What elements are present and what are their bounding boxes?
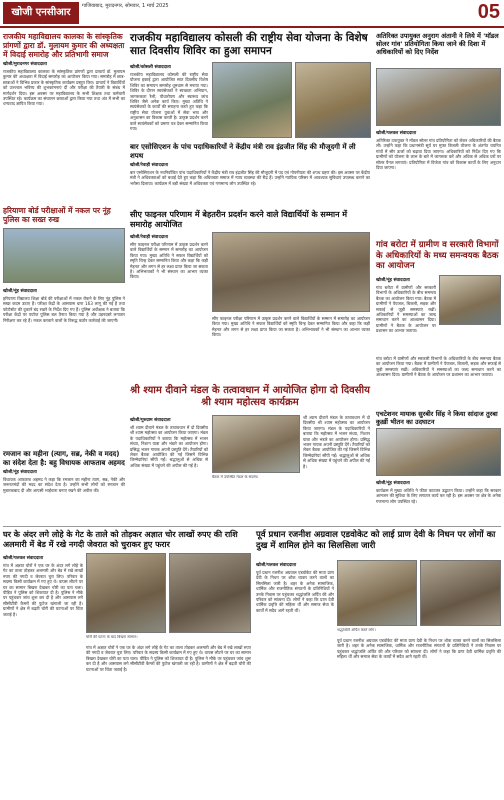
story-left-2 — [3, 206, 125, 446]
photo-caption: श्रद्धांजलि अर्पित करते लोग। — [337, 628, 376, 632]
story-shyam-body — [130, 415, 208, 520]
story-body: गांव बरोटा में ग्रामीणों और सरकारी विभागों के अधिकारियों के बीच समन्वय बैठक का आयोजन किया गया। बैठक में ग्रामीणों ने पेयजल, बिजली, सड़क और सफाई से जुड़ी समस्याएं रखीं। अधिकारियों ने समस्याओं का जल्द समाधान करने का आश्वासन दिया। ग्रामीणों ने बैठक के आयोजन पर प्रशासन का आभार जताया। — [376, 285, 436, 334]
story-body: गांव में अज्ञात चोरों ने एक घर के अंदर लगे लोहे के गेट का ताला तोड़कर अलमारी और बेड में रखे लाखों रुपए की नगदी व जेवरात चुरा लिए। परिवार के सदस्य किसी कार्यक्रम में गए हुए थे। वापस लौटने पर घर का सामान बिखरा देखकर चोरी का पता चला। पीड़ित ने पुलिस को शिकायत दी है। पुलिस ने मौके पर पहुंचकर जांच शुरू कर दी है और आसपास लगे सीसीटीवी कैमरों की फुटेज खंगाली जा रही है। ग्रामीणों ने क्षेत्र में बढ़ती चोरी की घटनाओं पर चिंता जताई है। — [86, 645, 251, 672]
news-photo — [86, 553, 166, 633]
story-bottom-right — [256, 530, 501, 551]
story-headline: पूर्व प्रधान रजनीश अग्रवाल एडवोकेट को लाई प्राण देवी के निधन पर लोगों का दुख में शामिल होने का सिलसिला जारी — [256, 530, 496, 551]
story-body: श्री श्याम दीवाने मंडल के तत्वावधान में दो दिवसीय श्री श्याम महोत्सव का आयोजन किया जाएगा। मंडल के पदाधिकारियों ने बताया कि महोत्सव में भजन संध्या, निशान यात्रा और भंडारे का आयोजन होगा। प्रसिद्ध भजन गायक अपनी प्रस्तुति देंगे। तैयारियों को लेकर बैठक आयोजित की गई जिसमें विभिन्न जिम्मेदारियां सौंपी गईं। श्रद्धालुओं से अधिक से अधिक संख्या में पहुंचने की अपील की गई है। — [303, 415, 370, 469]
photo-caption: बैठक में उपस्थित मंडल के सदस्य। — [212, 475, 259, 479]
story-byline: खोजी/नूंह संवाददाता — [376, 278, 410, 283]
masthead — [0, 0, 504, 28]
story-headline: घर के अंदर लगे लोहे के गेट के ताले को तोड़कर अज्ञात चोर लाखों रुपए की राशि अलमारी में बेड में रखे नगदी जेवरात को चुराकर हुए फरार — [3, 530, 238, 549]
story-body: गांव में अज्ञात चोरों ने एक घर के अंदर लगे लोहे के गेट का ताला तोड़कर अलमारी और बेड में रखे लाखों रुपए की नगदी व जेवरात चुरा लिए। परिवार के सदस्य किसी कार्यक्रम में गए हुए थे। वापस लौटने पर घर का सामान बिखरा देखकर चोरी का पता चला। पीड़ित ने पुलिस को शिकायत दी है। पुलिस ने मौके पर पहुंचकर जांच शुरू कर दी है और आसपास लगे सीसीटीवी कैमरों की फुटेज खंगाली जा रही है। ग्रामीणों ने क्षेत्र में बढ़ती चोरी की घटनाओं पर चिंता जताई है। — [3, 563, 83, 617]
story-right-2 — [376, 240, 501, 272]
story-body: हरियाणा विद्यालय शिक्षा बोर्ड की परीक्षाओं में नकल रोकने के लिए नूंह पुलिस ने सख्त कदम उठाए हैं। परीक्षा केंद्रों के आसपास धारा 163 लागू की गई है तथा फोटोस्टेट की दुकानें बंद रखने के निर्देश दिए गए हैं। पुलिस अधीक्षक ने बताया कि परीक्षा केंद्रों पर पर्याप्त पुलिस बल तैनात किया गया है और उड़नदस्ते लगातार निरीक्षण कर रहे हैं। नकल करवाने वालों के विरुद्ध कठोर कार्रवाई की जाएगी। — [3, 296, 125, 323]
story-headline: रमजान का महीना (त्याग, सब्र, नेकी व मदद) का संदेश देता है: बहु विधायक आफताब अहमद — [3, 450, 125, 467]
story-body: सीए फाइनल परीक्षा परिणाम में उत्कृष्ट प्रदर्शन करने वाले विद्यार्थियों के सम्मान में समारोह का आयोजन किया गया। मुख्य अतिथि ने सफल विद्यार्थियों को स्मृति चिन्ह देकर सम्मानित किया और कहा कि कड़ी मेहनत और लगन से हर लक्ष्य प्राप्त किया जा सकता है। अभिभावकों ने भी संस्थान का आभार व्यक्त किया। — [130, 242, 208, 280]
story-right-1-body — [376, 128, 501, 228]
news-photo — [295, 62, 371, 138]
story-main — [130, 32, 370, 58]
story-left-1 — [3, 32, 125, 202]
story-shyam — [130, 385, 370, 409]
story-byline: खोजी/मुरादनगर संवाददाता — [3, 62, 47, 67]
story-right-2-body — [376, 275, 436, 355]
story-body: राजकीय महाविद्यालय कालका के सांस्कृतिक प्रांगणों द्वारा प्राचार्य डॉ. मुलायम कुमार की अध्यक्षता में विदाई समारोह का आयोजन किया गया। समारोह में छात्र-छात्राओं ने विभिन्न प्रकार के सांस्कृतिक कार्यक्रम प्रस्तुत किए। प्राचार्य ने विद्यार्थियों को उज्ज्वल भविष्य की शुभकामनाएं दीं और परीक्षा की तैयारी के संबंध में मार्गदर्शन दिया। इस अवसर पर महाविद्यालय के सभी शिक्षक तथा कर्मचारी उपस्थित रहे। कार्यक्रम का संचालन छात्राओं द्वारा किया गया तथा अंत में सभी का धन्यवाद ज्ञापित किया गया। — [3, 69, 125, 107]
story-pratibha-body-2 — [212, 316, 370, 386]
story-ghar — [3, 530, 251, 550]
story-headline: एचटेशनर मायाक सुरबीर सिंह ने किया सांदाज तुरबा कुख़ीं भीतन का उदघाटन — [376, 410, 498, 426]
story-pratibha-body — [130, 232, 208, 382]
story-shyam-body-2 — [303, 415, 370, 520]
news-photo — [420, 560, 501, 626]
story-headline: बार एसोसिएशन के पांच पदाधिकारियों ने केंद्रीय मंत्री राव इंद्रजीत सिंह की मौजूदगी में ली शपथ — [130, 143, 356, 160]
story-right-3-body — [376, 478, 501, 522]
story-ghar-body — [3, 553, 83, 793]
story-headline: श्री श्याम दीवाने मंडल के तत्वावधान में आयोजित होगा दो दिवसीय श्री श्याम महोत्सव कार्यक्रम — [130, 385, 370, 408]
story-byline: खोजी/पलवल संवाददाता — [256, 563, 297, 568]
story-body: सीए फाइनल परीक्षा परिणाम में उत्कृष्ट प्रदर्शन करने वाले विद्यार्थियों के सम्मान में समारोह का आयोजन किया गया। मुख्य अतिथि ने सफल विद्यार्थियों को स्मृति चिन्ह देकर सम्मानित किया और कहा कि कड़ी मेहनत और लगन से हर लक्ष्य प्राप्त किया जा सकता है। अभिभावकों ने भी संस्थान का आभार व्यक्त किया। — [212, 316, 370, 338]
story-bottom-right-body-2 — [337, 638, 501, 795]
news-photo — [439, 275, 501, 325]
story-headline: राजकीय महाविद्यालय कोसली की राष्ट्रीय सेवा योजना के विशेष सात दिवसीय शिविर का हुआ समापन — [130, 32, 368, 57]
news-photo — [376, 68, 501, 126]
section-divider — [3, 526, 501, 527]
story-ghar-body-2 — [86, 645, 251, 795]
story-body: श्री श्याम दीवाने मंडल के तत्वावधान में दो दिवसीय श्री श्याम महोत्सव का आयोजन किया जाएगा। मंडल के पदाधिकारियों ने बताया कि महोत्सव में भजन संध्या, निशान यात्रा और भंडारे का आयोजन होगा। प्रसिद्ध भजन गायक अपनी प्रस्तुति देंगे। तैयारियों को लेकर बैठक आयोजित की गई जिसमें विभिन्न जिम्मेदारियां सौंपी गईं। श्रद्धालुओं से अधिक से अधिक संख्या में पहुंचने की अपील की गई है। — [130, 425, 208, 468]
news-photo — [212, 415, 300, 473]
story-main-body — [130, 62, 208, 142]
story-byline: खोजी/नूंह संवाददाता — [3, 470, 37, 475]
story-byline: खोजी/नूंह संवाददाता — [376, 481, 410, 486]
story-headline: गांव बरोटा में ग्रामीण व सरकारी विभागों के अधिकारियों के मध्य समन्वयक बैठक का आयोजन — [376, 240, 499, 271]
story-right-3 — [376, 410, 501, 426]
news-photo — [212, 232, 370, 312]
story-kendriya — [130, 143, 370, 206]
story-body: पूर्व प्रधान रजनीश अग्रवाल एडवोकेट की माता प्राण देवी के निधन पर शोक व्यक्त करने वालों का सिलसिला जारी है। शहर के अनेक सामाजिक, धार्मिक और राजनीतिक संगठनों के प्रतिनिधियों ने उनके निवास पर पहुंचकर श्रद्धांजलि अर्पित की और परिवार को सांत्वना दी। लोगों ने कहा कि प्राण देवी धार्मिक प्रवृत्ति की महिला थीं और समाज सेवा के कार्यों में सदैव आगे रहती थीं। — [337, 638, 501, 660]
news-photo — [337, 560, 417, 626]
story-headline: हरियाणा बोर्ड परीक्षाओं में नकल पर नूंह पुलिस का सख्त रुख — [3, 206, 111, 224]
story-headline: सीए फाइनल परिणाम में बेहतरीन प्रदर्शन करने वाले विद्यार्थियों के सम्मान में समारोह आयोजित — [130, 210, 348, 229]
story-byline: खोजी/पलवल संवाददाता — [376, 131, 417, 136]
photo-caption: चोरी की घटना के बाद बिखरा सामान। — [86, 635, 138, 639]
edition-line: गाजियाबाद, मुरादनगर, सोमवार, 1 मार्च 2025 — [82, 3, 169, 9]
story-byline: खोजी/रेवाड़ी संवाददाता — [130, 163, 169, 168]
story-body: राजकीय महाविद्यालय कोसली की राष्ट्रीय सेवा योजना इकाई द्वारा आयोजित सात दिवसीय विशेष शिविर का समापन समारोह धूमधाम से मनाया गया। शिविर के दौरान स्वयंसेवकों ने स्वच्छता अभियान, जागरूकता रैली, पौधारोपण और स्वास्थ्य जांच शिविर जैसे अनेक कार्य किए। मुख्य अतिथि ने स्वयंसेवकों के कार्यों की सराहना करते हुए कहा कि राष्ट्रीय सेवा योजना युवाओं में सेवा भाव और अनुशासन का विकास करती है। उत्कृष्ट प्रदर्शन करने वाले स्वयंसेवकों को प्रमाण पत्र देकर सम्मानित किया गया। — [130, 72, 208, 132]
story-bottom-right-body — [256, 560, 334, 795]
story-headline: अतिरिक्त उपायुक्त अनुराग अंतानी ने लिये में 'मॉडल सोलर गांव' प्रतियोगिता किया जाने की दिशा में अधिकारियों को दिए निर्देश — [376, 32, 499, 56]
story-body: अतिरिक्त उपायुक्त ने मॉडल सोलर गांव प्रतियोगिता को लेकर अधिकारियों की बैठक ली। उन्होंने कहा कि प्रधानमंत्री सूर्य घर मुफ्त बिजली योजना के अंतर्गत चयनित गांवों में सौर ऊर्जा को बढ़ावा दिया जाएगा। अधिकारियों को निर्देश दिए गए कि ग्रामीणों को योजना के लाभ के बारे में जागरूक करें और अधिक से अधिक घरों पर सोलर पैनल लगवाएं। प्रतियोगिता में विजेता गांव को विकास कार्यों के लिए अनुदान दिया जाएगा। — [376, 138, 501, 171]
newspaper-logo: खोजी एनसीआर — [3, 2, 79, 24]
story-byline: खोजी/नूंह संवाददाता — [3, 289, 37, 294]
story-right-1 — [376, 32, 501, 56]
news-photo — [376, 428, 501, 476]
story-body: बार एसोसिएशन के नवनिर्वाचित पांच पदाधिकारियों ने केंद्रीय मंत्री राव इंद्रजीत सिंह की मौजूदगी में पद एवं गोपनीयता की शपथ ग्रहण की। इस अवसर पर केंद्रीय मंत्री ने अधिवक्ताओं को बधाई देते हुए कहा कि अधिवक्ता समाज में न्याय व्यवस्था की रीढ़ हैं। उन्होंने न्यायिक परिसर में आवश्यक सुविधाएं उपलब्ध कराने का भरोसा दिलाया। कार्यक्रम में बड़ी संख्या में अधिवक्ता एवं गणमान्य लोग उपस्थित रहे। — [130, 170, 370, 186]
story-byline: खोजी/गुरुग्राम संवाददाता — [130, 418, 171, 423]
page-number: 05 — [477, 1, 500, 23]
story-body: कार्यक्रम में मुख्य अतिथि ने फीता काटकर उद्घाटन किया। उन्होंने कहा कि सरकार आमजन की सुविधा के लिए लगातार कार्य कर रही है। इस अवसर पर क्षेत्र के अनेक गणमान्य लोग उपस्थित रहे। — [376, 488, 501, 504]
story-headline: राजकीय महाविद्यालय कालका के सांस्कृतिक प्रांगणों द्वारा डॉ. मुलायम कुमार की अध्यक्षता में विदाई समारोह और प्रतिभागी समाज — [3, 32, 125, 59]
story-body: विधायक आफताब अहमद ने कहा कि रमजान का महीना त्याग, सब्र, नेकी और जरूरतमंदों की मदद का संदेश देता है। उन्होंने सभी लोगों को रमजान की मुबारकबाद दी और आपसी भाईचारा बनाए रखने की अपील की। — [3, 477, 125, 493]
story-body: पूर्व प्रधान रजनीश अग्रवाल एडवोकेट की माता प्राण देवी के निधन पर शोक व्यक्त करने वालों का सिलसिला जारी है। शहर के अनेक सामाजिक, धार्मिक और राजनीतिक संगठनों के प्रतिनिधियों ने उनके निवास पर पहुंचकर श्रद्धांजलि अर्पित की और परिवार को सांत्वना दी। लोगों ने कहा कि प्राण देवी धार्मिक प्रवृत्ति की महिला थीं और समाज सेवा के कार्यों में सदैव आगे रहती थीं। — [256, 570, 334, 613]
news-photo — [3, 228, 125, 283]
story-pratibha — [130, 210, 370, 230]
story-byline: खोजी/पलवल संवाददाता — [3, 556, 44, 561]
news-photo — [212, 62, 292, 138]
story-body: गांव बरोटा में ग्रामीणों और सरकारी विभागों के अधिकारियों के बीच समन्वय बैठक का आयोजन किया गया। बैठक में ग्रामीणों ने पेयजल, बिजली, सड़क और सफाई से जुड़ी समस्याएं रखीं। अधिकारियों ने समस्याओं का जल्द समाधान करने का आश्वासन दिया। ग्रामीणों ने बैठक के आयोजन पर प्रशासन का आभार जताया। — [376, 356, 501, 378]
story-right-2-body-2 — [376, 356, 501, 406]
story-byline: खोजी/कोसली संवाददाता — [130, 65, 171, 70]
news-photo — [169, 553, 251, 633]
story-byline: खोजी/रेवाड़ी संवाददाता — [130, 235, 169, 240]
